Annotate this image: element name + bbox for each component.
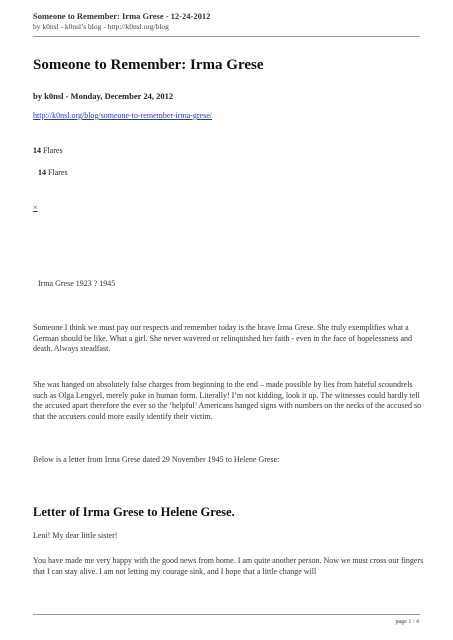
letter-paragraph: You have made me very happy with the good news from home. I am quite another person. Now we must cross our fingers that I can stay alive. I am not letting my courage sink, and I hope that a little change will <box>33 556 424 576</box>
flares-label: Flares <box>43 146 63 155</box>
letter-paragraph: Leni! My dear little sister! <box>33 531 118 540</box>
footer-divider <box>33 614 420 615</box>
flares-counter-secondary[interactable] <box>38 168 68 177</box>
close-link[interactable]: × <box>33 203 38 212</box>
header-divider <box>33 36 420 37</box>
article-byline: by k0nsl - Monday, December 24, 2012 <box>33 91 174 101</box>
flares-count: 14 <box>38 168 46 177</box>
section-title: Letter of Irma Grese to Helene Grese. <box>33 505 235 519</box>
flares-counter[interactable] <box>33 146 63 155</box>
article-title: Someone to Remember: Irma Grese <box>33 57 264 73</box>
image-caption: Irma Grese 1923 ? 1945 <box>38 279 116 288</box>
flares-count: 14 <box>33 146 41 155</box>
article-paragraph: Someone I think we must pay our respects and remember today is the brave Irma Grese. She truly exemplifies what a German should be like. What a girl. She never wavered or relinquished her faith - even in the face of hopelessness and death. Always steadfast. <box>33 323 413 354</box>
page-header-subtitle: by k0nsl - k0nsl’s blog - http://k0nsl.org/blog <box>33 22 169 31</box>
page-header-title: Someone to Remember: Irma Grese - 12-24-2012 <box>33 11 211 21</box>
flares-label: Flares <box>48 168 68 177</box>
page-number: page 1 / 4 <box>395 619 419 625</box>
article-paragraph: Below is a letter from Irma Grese dated 29 November 1945 to Helene Grese: <box>33 455 280 464</box>
article-link[interactable]: http://k0nsl.org/blog/someone-to-remember-irma-grese/ <box>33 111 212 120</box>
article-paragraph: She was hanged on absolutely false charges from beginning to the end – made possible by lies from hateful scoundrels such as Olga Lengyel, merely puke in human form. Literally! I’m not kidding, look it up. The witnesses could hardly tell the accused apart therefore the ever so the ‘helpful’ Americans hanged signs with numbers on the necks of the accused so that the accusers could more easily identify their victim. <box>33 380 422 421</box>
